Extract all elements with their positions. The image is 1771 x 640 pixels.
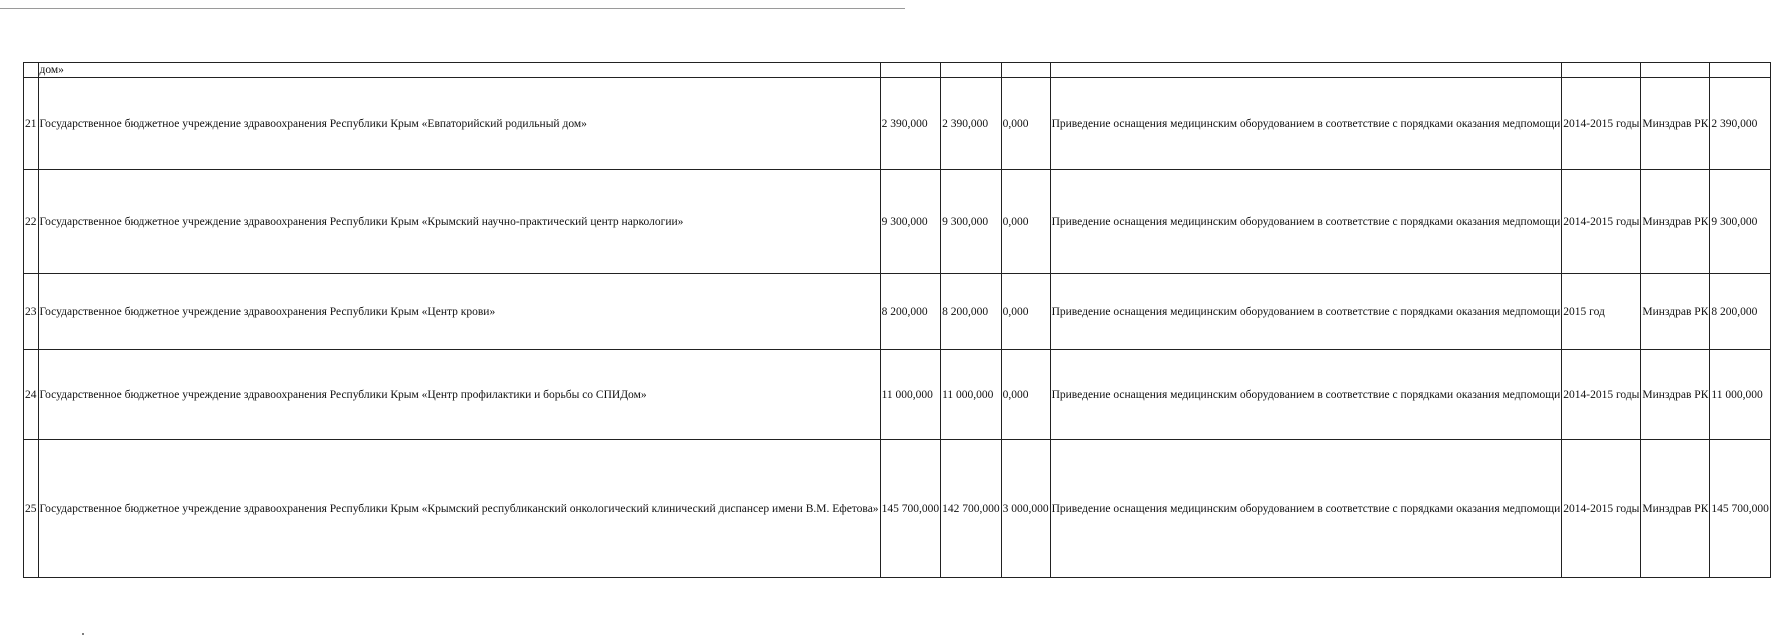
- page-top-rule: [0, 8, 905, 9]
- other-amount: 0,000: [1001, 78, 1050, 170]
- measure-goal: Приведение оснащения медицинским оборудованием в соответствие с порядками оказания медпомощи: [1050, 350, 1562, 440]
- executor: Минздрав РК: [1641, 440, 1710, 578]
- row-number: 24: [24, 350, 39, 440]
- budget-amount: 9 300,000: [941, 170, 1002, 274]
- implementation-term: 2014-2015 годы: [1562, 170, 1641, 274]
- other-amount: 0,000: [1001, 274, 1050, 350]
- other-amount: [1001, 63, 1050, 78]
- institution-name: Государственное бюджетное учреждение здравоохранения Республики Крым «Центр крови»: [38, 274, 880, 350]
- executor: Минздрав РК: [1641, 350, 1710, 440]
- budget-amount: 11 000,000: [941, 350, 1002, 440]
- executor: Минздрав РК: [1641, 170, 1710, 274]
- amount: 8 200,000: [1710, 274, 1771, 350]
- budget-amount: 2 390,000: [941, 78, 1002, 170]
- measure-goal: Приведение оснащения медицинским оборудованием в соответствие с порядками оказания медпомощи: [1050, 78, 1562, 170]
- budget-amount: 8 200,000: [941, 274, 1002, 350]
- institution-name: дом»: [38, 63, 880, 78]
- implementation-term: 2015 год: [1562, 274, 1641, 350]
- implementation-term: [1562, 63, 1641, 78]
- implementation-term: 2014-2015 годы: [1562, 440, 1641, 578]
- measure-goal: Приведение оснащения медицинским оборудованием в соответствие с порядками оказания медпомощи: [1050, 274, 1562, 350]
- measure-goal: [1050, 63, 1562, 78]
- executor: [1641, 63, 1710, 78]
- total-amount: 8 200,000: [880, 274, 941, 350]
- total-amount: [880, 63, 941, 78]
- other-amount: 0,000: [1001, 170, 1050, 274]
- executor: Минздрав РК: [1641, 78, 1710, 170]
- total-amount: 145 700,000: [880, 440, 941, 578]
- program-table: [23, 62, 1771, 578]
- table-row: [24, 170, 1771, 274]
- table-row: [24, 440, 1771, 578]
- amount: 145 700,000: [1710, 440, 1771, 578]
- row-number: 21: [24, 78, 39, 170]
- other-amount: 0,000: [1001, 350, 1050, 440]
- implementation-term: 2014-2015 годы: [1562, 350, 1641, 440]
- table-row: [24, 63, 1771, 78]
- total-amount: 11 000,000: [880, 350, 941, 440]
- institution-name: Государственное бюджетное учреждение здравоохранения Республики Крым «Центр профилактики и борьбы со СПИДом»: [38, 350, 880, 440]
- total-amount: 9 300,000: [880, 170, 941, 274]
- amount: [1710, 63, 1771, 78]
- row-number: 22: [24, 170, 39, 274]
- other-amount: 3 000,000: [1001, 440, 1050, 578]
- table-row: [24, 350, 1771, 440]
- institution-name: Государственное бюджетное учреждение здравоохранения Республики Крым «Евпаторийский родильный дом»: [38, 78, 880, 170]
- row-number: [24, 63, 39, 78]
- row-number: 25: [24, 440, 39, 578]
- executor: Минздрав РК: [1641, 274, 1710, 350]
- amount: 9 300,000: [1710, 170, 1771, 274]
- amount: 2 390,000: [1710, 78, 1771, 170]
- budget-amount: 142 700,000: [941, 440, 1002, 578]
- institution-name: Государственное бюджетное учреждение здравоохранения Республики Крым «Крымский научно-практический центр наркологии»: [38, 170, 880, 274]
- scan-speck: [82, 633, 84, 635]
- budget-amount: [941, 63, 1002, 78]
- row-number: 23: [24, 274, 39, 350]
- total-amount: 2 390,000: [880, 78, 941, 170]
- table-row: [24, 274, 1771, 350]
- institution-name: Государственное бюджетное учреждение здравоохранения Республики Крым «Крымский республиканский онкологический клинический диспансер имени В.М. Ефетова»: [38, 440, 880, 578]
- table-row: [24, 78, 1771, 170]
- implementation-term: 2014-2015 годы: [1562, 78, 1641, 170]
- measure-goal: Приведение оснащения медицинским оборудованием в соответствие с порядками оказания медпомощи: [1050, 170, 1562, 274]
- measure-goal: Приведение оснащения медицинским оборудованием в соответствие с порядками оказания медпомощи: [1050, 440, 1562, 578]
- amount: 11 000,000: [1710, 350, 1771, 440]
